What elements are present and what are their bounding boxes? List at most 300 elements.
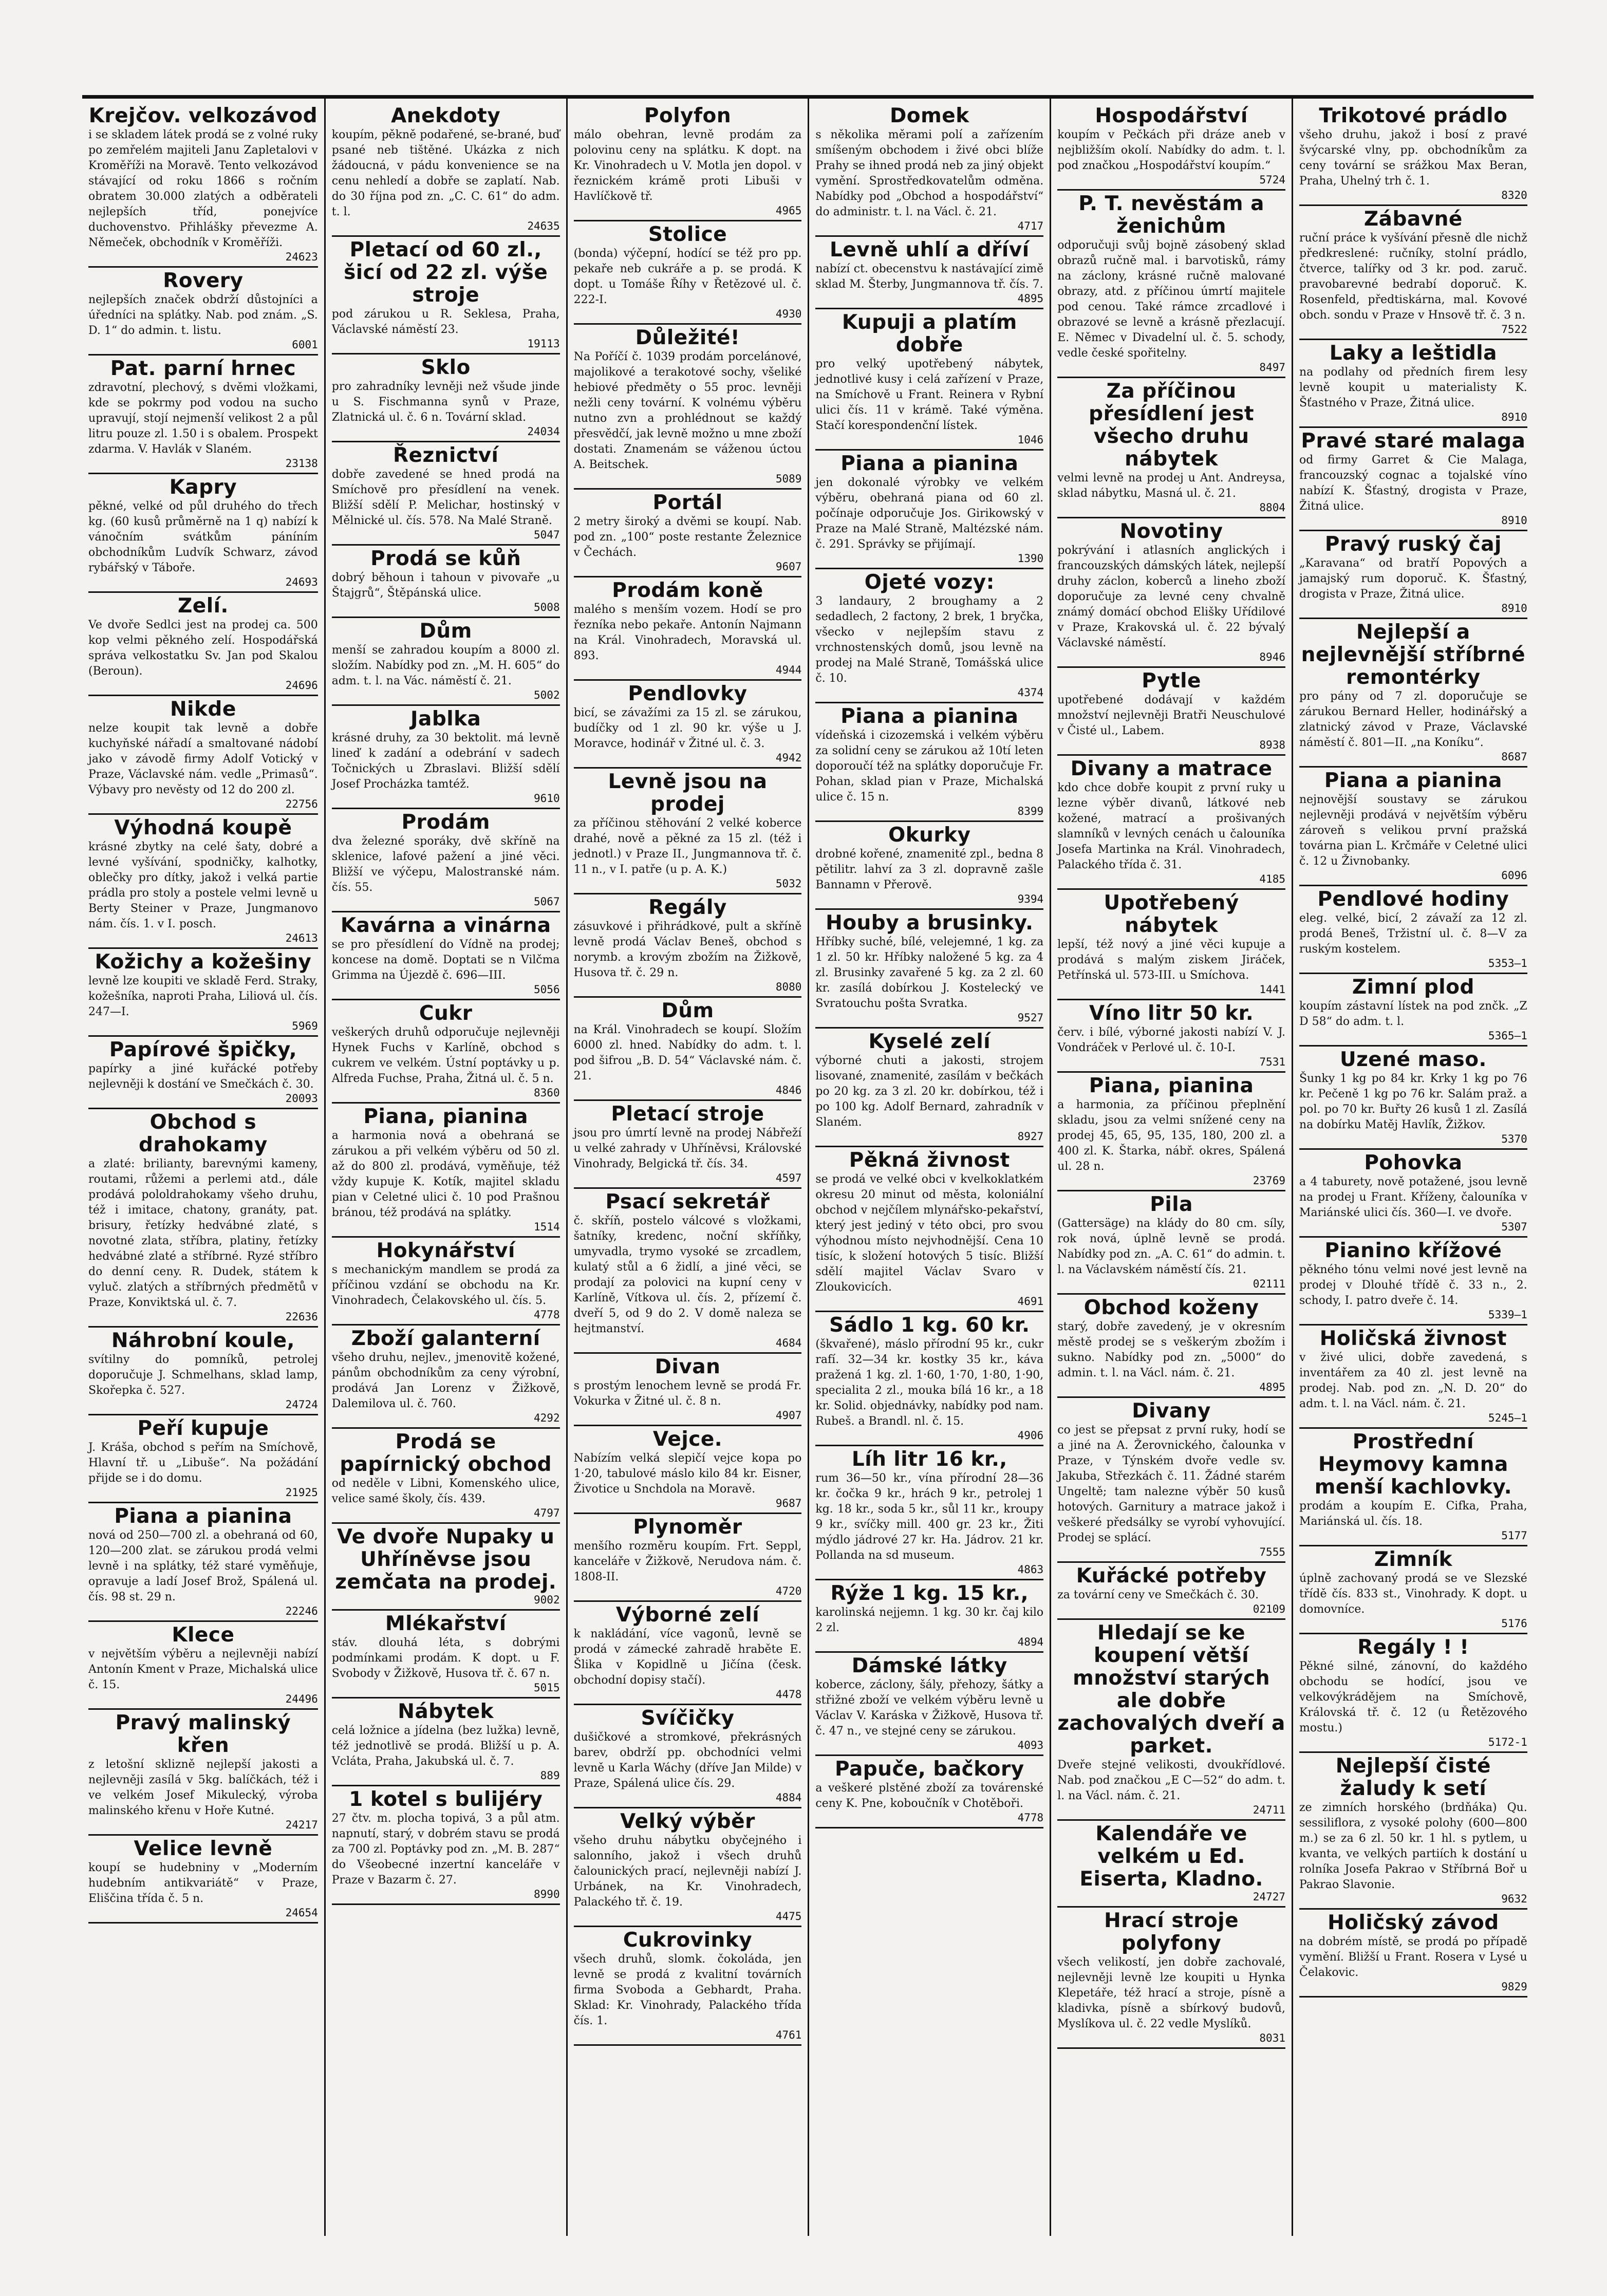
ad-body: malého s menším vozem. Hodí se pro řezníka nebo pekaře. Antonín Najmann na Král. Vinohradech, Moravská ul. 893. — [573, 603, 802, 662]
classified-ad — [332, 1238, 560, 1326]
classified-ad — [574, 325, 802, 490]
ad-number: 5172-1 — [1488, 1736, 1527, 1748]
ad-title: Zboží galanterní — [351, 1327, 540, 1350]
classified-ad — [815, 1147, 1043, 1312]
ad-number: 5056 — [534, 983, 560, 996]
classified-ad — [332, 1786, 560, 1905]
ad-number: 8910 — [1501, 602, 1527, 614]
ad-number: 4691 — [1017, 1295, 1044, 1308]
ad-title: Pletací stroje — [611, 1103, 764, 1126]
ad-title: Pletací od 60 zl., šicí od 22 zl. výše stroje — [344, 238, 548, 307]
ad-title: Prodá se kůň — [370, 547, 521, 570]
ad-body: zásuvkové i přihrádkové, pult a skříně levně prodá Václav Beneš, obchod s norymb. a krovým zbožím na Žižkově, Husova tř. č. 29 n. — [573, 920, 802, 979]
ad-body: od firmy Garret & Cie Malaga, francouzský cognac a tojalské víno nabízí K. Šťastný, drogista v Praze, Žitná ulice. — [1299, 454, 1527, 513]
ad-body: papírky a jiné kuřácké potřeby nejlevněji k dostání ve Smečkách č. 30. — [88, 1062, 318, 1091]
ad-body: dobře zavedené se hned prodá na Smíchově pro přesídlení na venek. Bližší sdělí P. Melichar, hostinský v Mělnické ul. čís. 578. Na Malé Straně. — [331, 468, 560, 527]
ad-body: všeho druhu nábytku obyčejného i salonního, jakož i všech druhů čalounických prací, nejlevněji nabízí J. Urbánek, na Kr. Vinohradech, Palackého tř. č. 19. — [573, 1834, 802, 1909]
ad-title: Za příčinou přesídlení jest všecho druhu nábytek — [1089, 380, 1254, 471]
classified-ad — [574, 103, 802, 221]
ad-number: 5353—1 — [1488, 957, 1527, 969]
ad-title: Ojeté vozy: — [864, 571, 995, 594]
ad-number: 8360 — [534, 1087, 560, 1099]
ad-number: 4717 — [1017, 220, 1044, 232]
ad-title: Řeznictví — [393, 444, 499, 467]
ad-title: Nábytek — [398, 1700, 494, 1723]
ad-number: 9829 — [1501, 1981, 1527, 1993]
classified-ad — [88, 356, 318, 474]
ad-body: za příčinou stěhování 2 velké koberce drahé, nově a pěkné za 15 zl. (též i jednotl.) v Praze II., Jungmannova tř. č. 11 n., v I. patře (u p. A. K.) — [573, 817, 802, 876]
classified-ad — [332, 1104, 560, 1238]
classified-ad — [574, 490, 802, 577]
classified-ad — [815, 1029, 1043, 1147]
ad-title: Nikde — [170, 698, 236, 721]
ad-number: 4907 — [775, 1409, 802, 1422]
ad-title: Nejlepší a nejlevnější stříbrné remontérky — [1301, 621, 1526, 689]
ad-body: č. skříň, postelo válcové s vložkami, šatníky, kredenc, noční skříňky, umyvadla, trymo vysoké se zrcadlem, kulatý stůl a 6 židlí, a jiné věci, se prodají za polovici na kupní ceny v Karlíně, Vítkova ul. čís. 2, přízemí č. dveří 5, od 9 do 2. V domě naleza se hejtmanství. — [573, 1215, 802, 1335]
ad-title: Zimník — [1374, 1548, 1453, 1571]
ad-body: a harmonia nová a obehraná se zárukou a při velkém výběru od 50 zl. až do 800 zl. prodává, vyměňuje, též vždy kupuje K. Kotík, majitel skladu pian v Celetné ulici č. 10 pod Prašnou bránou, též prodává na splátky. — [331, 1129, 560, 1219]
classified-ad — [1057, 668, 1285, 756]
ad-number: 22636 — [285, 1311, 318, 1323]
ad-body: pro pány od 7 zl. doporučuje se zárukou Bernard Heller, hodinářský a zlatnický závod v Praze, Václavské náměstí č. 801—II. „na Koníku“. — [1299, 690, 1527, 749]
classified-ad — [815, 1653, 1043, 1756]
classified-ad — [1299, 206, 1527, 340]
classified-ad — [88, 1836, 318, 1924]
ad-body: ze zimních horského (brdňáka) Qu. sessiliflora, z vysoké polohy (600—800 m.) se za 6 zl. 50 kr. 1 hl. s pytlem, u kvanta, ve velkých partiích k dostání u rolníka Josefa Pakrao v Stříbrná Boř u Pakrao Slavonie. — [1299, 1801, 1527, 1891]
ad-title: Zábavné — [1363, 208, 1463, 231]
ad-body: krásné zbytky na celé šaty, dobré a levné vyšívání, spodničky, kalhotky, oblečky pro dítky, jakož i velká partie prádla pro stoly a postele velmi levně u Berty Steiner v Praze, Jungmanovo nám. čís. 1. v I. posch. — [88, 841, 318, 930]
classified-ad — [1299, 1238, 1527, 1326]
ad-number: 8031 — [1259, 2032, 1285, 2044]
ad-body: 27 čtv. m. plocha topivá, 3 a půl atm. napnutí, starý, v dobrém stavu se prodá za 700 zl. Poptávky pod zn. „M. B. 287“ do Všeobecné inzertní kanceláře v Praze v Bazarm č. 27. — [331, 1812, 560, 1887]
ad-body: málo obehran, levně prodám za polovinu ceny na splátku. K dopt. na Kr. Vinohradech u V. Motla jen dopol. v řeznickém krámě proti Libuši v Havlíčkově tř. — [573, 128, 802, 203]
ad-title: Mlékařství — [385, 1612, 507, 1635]
classified-ad — [1299, 1634, 1527, 1753]
ad-title: Velice levně — [134, 1837, 273, 1860]
classified-ad — [574, 1705, 802, 1808]
ad-number: 1046 — [1017, 434, 1044, 446]
classified-ad — [815, 309, 1043, 451]
classified-ad — [1299, 428, 1527, 531]
classified-ad — [88, 696, 318, 815]
ad-body: „Karavana“ od bratří Popových a jamajský rum doporuč. K. Šťastný, drogista v Praze, Žitná ulice. — [1299, 557, 1527, 601]
ad-number: 5067 — [534, 895, 560, 908]
ad-body: starý, dobře zavedený, je v okresním městě prodej se s veškerým zbožím i sukno. Nabídky pod zn. „5000“ do admin. t. l. na Václ. nám. č. 21. — [1057, 1320, 1285, 1379]
ad-title: Pěkná živnost — [849, 1149, 1010, 1172]
ad-body: všeho druhu, nejlev., jmenovitě kožené, pánům obchodníkům za ceny výrobní, prodává Jan Lorenz v Žižkově, Dalemilova ul. č. 760. — [331, 1351, 560, 1410]
ad-number: 5008 — [534, 601, 560, 613]
ad-number: 24654 — [285, 1907, 318, 1919]
classified-ad — [574, 1189, 802, 1354]
ad-body: červ. i bílé, výborné jakosti nabízí V. J. Vondráček v Perlové ul. č. 10-I. — [1057, 1026, 1285, 1054]
ad-title: Prostřední Heymovy kamna menší kachlovky. — [1314, 1430, 1512, 1499]
ad-body: i se skladem látek prodá se z volné ruky po zemřelém majiteli Janu Zapletalovi v Kroměříži na Moravě. Tento velkozávod stávající od roku 1866 s ročním obratem 30.000 zlatých a odběrateli nejlepších tříd, ponejvíce duchovenstvo. Přihlášky převezme A. Němeček, obchodník v Kroměříži. — [88, 128, 318, 249]
ad-body: Dveře stejné velikosti, dvoukřídlové. Nab. pod značkou „E C—52“ do adm. t. l. na Václ. nám. č. 21. — [1057, 1759, 1285, 1802]
ad-title: Portál — [652, 491, 723, 514]
classified-ad — [88, 1037, 318, 1109]
ad-title: Prodám — [401, 811, 490, 834]
ad-title: Pat. parní hrnec — [110, 357, 296, 380]
ad-title: Důležité! — [635, 326, 740, 349]
classified-ad — [88, 815, 318, 949]
ad-title: Holičská živnost — [1319, 1327, 1507, 1350]
ad-body: od neděle v Libni, Komenského ulice, velice samé školy, čís. 439. — [331, 1477, 560, 1505]
ad-title: Prodá se papírnický obchod — [340, 1430, 552, 1476]
classified-ad — [332, 912, 560, 1000]
ad-number: 24623 — [285, 251, 318, 263]
ad-body: upotřebené dodávají v každém množství nejlevněji Bratři Neuschulové v Čisté ul., Labem. — [1057, 694, 1285, 737]
ad-number: 24724 — [285, 1398, 318, 1411]
ad-body: krásné druhy, za 30 bektolit. má levně lineď k zadání a odebrání v sadech Točnických u Zbraslavi. Bližší sdělí Josef Procházka tamtéž. — [331, 732, 560, 791]
ad-title: Kupuji a platím dobře — [842, 311, 1017, 357]
ad-title: Dům — [661, 999, 714, 1022]
ad-number: 5969 — [292, 1020, 318, 1032]
classified-ad — [332, 103, 560, 237]
ad-body: veškerých druhů odporučuje nejlevněji Hynek Fuchs v Karlíně, obchod s cukrem ve velkém. Ústní poptávky u p. Alfreda Fuchse, Praha, Žitná ul. č. 5 n. — [331, 1026, 560, 1085]
ad-title: Sklo — [421, 356, 471, 379]
classified-ad — [332, 1524, 560, 1611]
ad-number: 4895 — [1259, 1381, 1285, 1393]
ad-number: 5002 — [534, 689, 560, 701]
ad-body: nová od 250—700 zl. a obehraná od 60, 120—200 zlat. se zárukou prodá velmi levně i na splátky, též staré vyměňuje, opravuje a ladí Josef Brož, Spálená ul. čís. 98 st. 29 n. — [88, 1529, 318, 1603]
ad-title: Cukr — [419, 1002, 473, 1025]
classified-ad — [1057, 1908, 1285, 2049]
classified-ad — [1299, 768, 1527, 886]
classified-ad — [574, 1101, 802, 1189]
classified-ad — [1057, 1398, 1285, 1563]
ad-body: zdravotní, plechový, s dvěmi vložkami, kde se pokrmy pod vodou na sucho upravují, stojí nejmenší velikost 2 a půl litru pouze zl. 1.50 i s obalem. Prospekt zdarma. V. Havlák v Slaném. — [88, 381, 318, 456]
column-1 — [82, 99, 324, 2236]
ad-number: 8927 — [1017, 1130, 1044, 1143]
classified-ad — [574, 1927, 802, 2046]
ad-body: Ve dvoře Sedlci jest na prodej ca. 500 kop velmi pěkného zelí. Hospodářská správa velkostatku Sv. Jan pod Skalou (Beroun). — [88, 619, 318, 678]
ad-number: 24693 — [285, 576, 318, 588]
classified-ad — [815, 569, 1043, 703]
classified-ad — [1299, 1326, 1527, 1429]
ad-title: Pytle — [1142, 669, 1201, 693]
ad-title: Vejce. — [652, 1428, 723, 1451]
ad-body: odporučuji svůj bojně zásobený sklad obrazů ručně mal. i barvotisků, rámy na záclony, krásné ručně malované obrazy, atd. z příčinou úmrtí majitele pod cenou. Také rámce zrcadlové i obrazové se levně a krásně přezlacují. E. Němec v Divadelní ul. č. 5. schody, vedle české spořitelny. — [1057, 239, 1285, 360]
ad-title: Piana, pianina — [363, 1105, 528, 1128]
ad-body: rum 36—50 kr., vína přírodní 28—36 kr. čočka 9 kr., hrách 9 kr., petrolej 1 kg. 18 kr., soda 5 kr., sůl 11 kr., kroupy 9 kr., svíčky mill. 400 gr. 23 kr., Žiti mýdlo jádrové 27 kr. Ha. Jádrov. 21 kr. Pollanda na sd museum. — [815, 1472, 1044, 1562]
ad-title: Hokynářství — [376, 1239, 515, 1262]
ad-body: a zlaté: brilianty, barevnými kameny, routami, růžemi a perlemi atd., dále prodává pololdrahokamy všeho druhu, též i imitace, chatony, granáty, pat. brisury, řetízky hedvábné zlaté, s novotné zlata, stříbra, platiny, řetízky hedvábné zlaté a stříbrné. Ryzé stříbro do denní ceny. R. Dudek, státem k vyluč. zlatých a stříbrných předmětů v Praze, Konviktská ul. č. 7. — [88, 1158, 318, 1309]
ad-body: Na Poříčí č. 1039 prodám porcelánové, majolikové a terakotové sochy, všeliké hebiové předměty o 55 proc. levněji nežli ceny tovární. K volnému výběru nutno zvn a prohlédnout se každý přesvědčí, jak levně možno u mne zboží dostati. Znamenám se váženou úctou A. Beitschek. — [573, 350, 802, 471]
ad-number: 7555 — [1259, 1546, 1285, 1558]
ad-title: Víno litr 50 kr. — [1089, 1002, 1254, 1025]
ad-number: 5032 — [775, 878, 802, 890]
ad-body: eleg. velké, bicí, 2 závaží za 12 zl. prodá Beneš, Tržistní ul. č. 8—V za ruským kostelem. — [1299, 912, 1527, 956]
ad-number: 4374 — [1017, 686, 1044, 699]
ad-number: 5245—1 — [1488, 1412, 1527, 1424]
ad-title: Rýže 1 kg. 15 kr., — [830, 1582, 1029, 1605]
ad-title: Kapry — [169, 476, 237, 499]
classified-ad — [1057, 756, 1285, 890]
ad-title: Psací sekretář — [605, 1190, 770, 1214]
ad-number: 4778 — [534, 1309, 560, 1321]
ad-body: za tovární ceny ve Smečkách č. 30. — [1057, 1589, 1259, 1601]
ad-title: Obchod s drahokamy — [138, 1111, 268, 1156]
ad-number: 4292 — [534, 1412, 560, 1424]
ad-title: Náhrobní koule, — [111, 1329, 295, 1352]
ad-title: Papuče, bačkory — [834, 1758, 1024, 1781]
ad-body: jsou pro úmrtí levně na prodej Nábřeží u velké zahrady v Uhříněvsi, Královské Vinohrady, Belgická tř. čís. 34. — [573, 1127, 802, 1170]
ad-body: pro velký upotřebený nábytek, jednotlivé kusy i celá zařízení v Praze, na Smíchově u Frant. Reinera v Rybní ulici čís. 11 v krámě. Také výměna. Stačí korespondenční lístek. — [815, 358, 1044, 432]
column-3 — [566, 99, 808, 2236]
ad-number: 24613 — [285, 932, 318, 944]
ad-title: Piana, pianina — [1089, 1074, 1254, 1097]
classified-ad — [332, 1698, 560, 1786]
ad-number: 23769 — [1253, 1174, 1285, 1187]
ad-title: Regály — [648, 896, 727, 919]
ad-number: 4093 — [1017, 1739, 1044, 1751]
classified-ad — [815, 1756, 1043, 1828]
ad-number: 19113 — [527, 338, 560, 350]
ad-body: koupí se hudebniny v „Moderním hudebním antikvariátě“ v Praze, Eliščina třída č. 5 n. — [88, 1861, 318, 1905]
ad-title: Pendlové hodiny — [1317, 888, 1509, 911]
ad-number: 4475 — [775, 1910, 802, 1922]
ad-body: pokrývání i atlasních anglických i francouzských dámských látek, nejlepší druhy záclon, koberců a lineho zboží doporučuje za levné ceny chvalně známý domácí obchod Elišky Uřídilové v Praze, Krakovská ul. č. 22 bývalý Václavské náměstí. — [1057, 544, 1285, 649]
ad-body: z letošní sklizně nejlepší jakosti a nejlevněji zasílá v 5kg. balíčkách, též i ve velkém Josef Mikulecký, výroba malinského křenu v Hoře Kutné. — [88, 1758, 318, 1817]
classified-ad — [88, 1710, 318, 1836]
ad-body: drobné kořené, znamenité zpl., bedna 8 pětilitr. lahví za 3 zl. dopravně zašle Bannamn v Přerově. — [815, 848, 1044, 891]
ad-title: Klece — [172, 1623, 235, 1647]
ad-title: Uzené maso. — [1339, 1048, 1487, 1071]
ad-body: na Král. Vinohradech se koupí. Složím 6000 zl. hned. Nabídky do adm. t. l. pod šifrou „B. D. 54“ Václavské nám. č. 21. — [573, 1023, 802, 1082]
classified-ad — [1057, 378, 1285, 518]
ad-title: Trikotové prádlo — [1319, 104, 1508, 127]
ad-body: nejlepších značek obdrží důstojníci a úředníci na splátky. Nab. pod znám. „S. D. 1“ do admin. t. listu. — [88, 293, 318, 337]
ad-body: Nabízím velká slepičí vejce kopa po 1·20, tabulové máslo kilo 84 kr. Eisner, Životice u Snchdola na Moravě. — [573, 1452, 802, 1496]
ad-body: nabízí ct. obecenstvu k nastávající zimě sklad M. Šterby, Jungmannova tř. čís. 7. — [815, 263, 1044, 291]
ad-number: 4906 — [1017, 1429, 1044, 1442]
ad-title: Dům — [419, 620, 472, 643]
ad-body: ruční práce k vyšívání přesně dle nichž předkreslené: ručníky, stolní prádlo, čtverce, talířky od 3 kr. pod. zaruč. pravobarevné bedrabí doporuč. K. Rosenfeld, předtiskárna, mal. Kovové obch. sondu v Praze v Hnsově tř. č. 3 n. — [1299, 232, 1527, 322]
ad-number: 9632 — [1501, 1893, 1527, 1905]
ad-title: Domek — [889, 104, 969, 127]
classified-ad — [1299, 1910, 1527, 1998]
ad-title: Pila — [1150, 1193, 1193, 1216]
ad-title: Holičský závod — [1328, 1911, 1499, 1934]
ad-body: v největším výběru a nejlevněji nabízí Antonín Kment v Praze, Michalská ulice č. 15. — [88, 1648, 318, 1691]
ad-body: na podlahy od předních firem lesy levně koupit u materialisty K. Šťastného v Praze, Žitná ulice. — [1299, 366, 1527, 409]
ad-body: koupím v Pečkách při dráze aneb v nejbližším okolí. Nabídky do adm. t. l. pod značkou „Hospodářství koupím.“ — [1057, 128, 1285, 172]
ad-title: Kožichy a kožešiny — [95, 950, 312, 974]
ad-title: Anekdoty — [391, 104, 501, 127]
ad-body: se prodá ve velké obci v kvelkoklatkém okresu 20 minut od města, koloniální obchod v nejčílem mlynářsko-pekařství, který jest jediný v této obci, pro svou výhodnou místo nejvhodnější. Cena 10 tisíc, k složení hotových 5 tisíc. Bližší sdělí majitel Václav Svaro v Zloukovicích. — [815, 1173, 1044, 1294]
ad-body: (bonda) výčepní, hodící se též pro pp. pekaře neb cukráře a p. se prodá. K dopt. u Tomáše Říhy v Řetězové ul. č. 222-I. — [573, 247, 802, 306]
classified-ad — [574, 577, 802, 681]
classified-ad — [332, 1000, 560, 1104]
ad-number: 5177 — [1501, 1529, 1527, 1542]
ad-body: a veškeré plstěné zboží za továrenské ceny K. Pne, koboučník v Chotěboři. — [815, 1782, 1044, 1810]
classified-ad — [1057, 1191, 1285, 1295]
classified-ad — [332, 442, 560, 546]
ad-title: Pravé staré malaga — [1301, 430, 1526, 453]
ad-number: 8910 — [1501, 514, 1527, 527]
ad-number: 9607 — [775, 561, 802, 573]
ad-body: vídeňská i cizozemská i velkém výběru za solidní ceny se zárukou až 10tí leten doporoučí též na splátky doporučuje Fr. Pohan, sklad pian v Praze, Michalská ulice č. 15 n. — [815, 729, 1044, 804]
ad-body: J. Kráša, obchod s peřím na Smíchově, Hlavní tř. u „Libuše“. Na požádání přijde se i do domu. — [88, 1441, 318, 1485]
classified-ad — [88, 593, 318, 696]
column-6 — [1292, 99, 1534, 2236]
ad-body: celá ložnice a jídelna (bez lužka) levně, též jednotlivě se prodá. Bližší u p. A. Vcláta, Praha, Jakubská ul. č. 7. — [331, 1724, 560, 1768]
classified-ad — [88, 103, 318, 268]
ad-title: Kuřácké potřeby — [1076, 1564, 1267, 1588]
ad-number: 5047 — [534, 529, 560, 541]
ad-title: Rovery — [163, 269, 244, 292]
ad-number: 24711 — [1253, 1804, 1285, 1816]
classified-ad — [332, 809, 560, 912]
classified-ad — [574, 681, 802, 769]
classified-ad — [1057, 1620, 1285, 1821]
ad-title: Piana a pianina — [840, 452, 1019, 475]
ad-title: P. T. nevěstám a ženichům — [1078, 192, 1264, 238]
ad-body: pěkné, velké od půl druhého do třech kg. (60 kusů průměrně na 1 q) nabízí k vánočním svátkům páníním obchodníkům Ludvík Schwarz, závod rybářský v Táboře. — [88, 500, 318, 574]
classified-ad — [1299, 886, 1527, 974]
ad-number: 5307 — [1501, 1221, 1527, 1233]
ad-title: Piana a pianina — [840, 705, 1019, 728]
classified-ad — [1057, 1821, 1285, 1908]
ad-body: všeho druhu, jakož i bosí z pravé švýcarské vlny, pp. obchodníkům za ceny tovární se srážkou Max Beran, Praha, Uhelný trh č. 1. — [1299, 128, 1527, 188]
classified-ad — [815, 703, 1043, 822]
ad-number: 4684 — [775, 1337, 802, 1349]
ad-body: levně lze koupiti ve skladě Ferd. Straky, kožešníka, naproti Praha, Liliová ul. čís. 247—I. — [88, 975, 318, 1018]
ad-number: 21925 — [285, 1486, 318, 1499]
ad-body: menší se zahradou koupím a 8000 zl. složím. Nabídky pod zn. „M. H. 605“ do adm. t. l. na Vác. náměstí č. 21. — [331, 644, 560, 687]
ad-number: 4597 — [775, 1172, 802, 1184]
ad-number: 02109 — [1253, 1603, 1285, 1615]
classified-ad — [88, 1622, 318, 1710]
ad-number: 20093 — [285, 1092, 318, 1105]
ad-title: Kyselé zelí — [868, 1030, 991, 1053]
ad-number: 4894 — [1017, 1636, 1044, 1648]
ad-number: 24696 — [285, 679, 318, 692]
classified-ad — [88, 474, 318, 593]
classified-ad — [815, 237, 1043, 309]
ad-body: 3 landaury, 2 broughamy a 2 sedadlech, 2 factony, 2 brek, 1 bryčka, všecko v nejlepším stavu z vrchnostenských domů, jsou levně na prodej na Malé Straně, Tomášská ulice č. 10. — [815, 595, 1044, 685]
ad-number: 5370 — [1501, 1133, 1527, 1145]
ad-body: karolinská nejjemn. 1 kg. 30 kr. čaj kilo 2 zl. — [815, 1606, 1044, 1634]
ad-number: 4942 — [775, 752, 802, 764]
ad-number: 9002 — [534, 1594, 560, 1606]
classified-ad — [815, 910, 1043, 1029]
ad-title: Ve dvoře Nupaky u Uhříněvse jsou zemčata na prodej. — [335, 1525, 557, 1594]
ad-number: 24635 — [527, 220, 560, 232]
ad-body: dva železné sporáky, dvě skříně na sklenice, lafové pažení a jiné věci. Bližší ve výčepu, Malostranské nám. čís. 55. — [331, 835, 560, 894]
ad-body: nejnovější soustavy se zárukou nejlevněji prodává v největším výběru zároveň s velikou první pražská továrna pian L. Krčmáře v Celetné ulici č. 12 u Živnobanky. — [1299, 793, 1527, 868]
ad-number: 6096 — [1501, 869, 1527, 882]
ad-number: 8910 — [1501, 411, 1527, 423]
ad-title: Piana a pianina — [114, 1505, 292, 1528]
classified-ad — [574, 769, 802, 894]
ad-title: Cukrovinky — [623, 1929, 753, 1952]
ad-body: Hříbky suché, bílé, velejemné, 1 kg. za 1 zl. 50 kr. Hříbky naložené 5 kg. za 4 zl. Brusinky zavařené 5 kg. za 2 zl. 60 kr. zasílá dobírkou J. Kostelecký ve Svratouchu pošta Svratka. — [815, 936, 1044, 1010]
classified-ad — [88, 1503, 318, 1622]
ad-number: 4944 — [775, 664, 802, 676]
classified-ad — [332, 1611, 560, 1698]
ad-number: 7522 — [1501, 323, 1527, 335]
ad-title: Divan — [655, 1355, 721, 1378]
ad-body: a harmonia, za příčinou přeplnění skladu, jsou za velmi snížené ceny na prodej 45, 65, 95, 135, 180, 200 zl. a 400 zl. K. Štarka, nábř. okres, Spálená ul. 28 n. — [1057, 1098, 1285, 1173]
ad-title: Jablka — [410, 707, 481, 731]
ad-title: Velký výběr — [620, 1810, 755, 1833]
classified-ad — [574, 998, 802, 1101]
ad-title: Pravý ruský čaj — [1324, 533, 1502, 556]
ad-title: Houby a brusinky. — [826, 911, 1034, 935]
ad-number: 4720 — [775, 1585, 802, 1597]
ad-number: 4965 — [775, 204, 802, 217]
ad-body: se pro přesídlení do Vídně na prodej; koncese na domě. Doptati se n Vilčma Grimma na Újezdě č. 696—III. — [331, 938, 560, 982]
ad-title: Kavárna a vinárna — [340, 914, 551, 937]
ad-body: koupím zástavní lístek na pod znčk. „Z D 58“ do adm. t. l. — [1299, 1000, 1527, 1028]
ad-body: s prostým lenochem levně se prodá Fr. Vokurka v Žitné ul. č. 8 n. — [573, 1379, 802, 1408]
classified-ad — [332, 618, 560, 706]
ad-number: 22756 — [285, 798, 318, 810]
ad-body: velmi levně na prodej u Ant. Andreysa, sklad nábytku, Masná ul. č. 21. — [1057, 472, 1285, 500]
ad-number: 8080 — [775, 981, 802, 993]
ad-body: v živé ulici, dobře zavedená, s inventářem za 40 zl. jest levně na prodej. Nab. pod zn. „N. D. 20“ do adm. t. l. na Václ. nám. č. 21. — [1299, 1351, 1527, 1410]
classified-ad — [1057, 1563, 1285, 1620]
classified-ad — [1299, 619, 1527, 768]
classified-ad — [574, 894, 802, 998]
ad-title: Zimní plod — [1352, 976, 1474, 999]
ad-title: Líh litr 16 kr., — [851, 1448, 1007, 1471]
classified-ad — [574, 1354, 802, 1426]
ad-number: 9527 — [1017, 1012, 1044, 1024]
ad-title: Krejčov. velkozávod — [88, 104, 318, 127]
ad-number: 8497 — [1259, 361, 1285, 374]
classified-ad — [1299, 1150, 1527, 1238]
ad-title: Sádlo 1 kg. 60 kr. — [829, 1314, 1030, 1337]
classified-ad — [332, 706, 560, 809]
ad-title: Dámské látky — [851, 1654, 1007, 1677]
ad-number: 4761 — [775, 2029, 802, 2041]
ad-body: jen dokonalé výrobky ve velkém výběru, obehraná piana od 60 zl. počínaje odporučuje Jos. Girikowský v Praze na Malé Straně, Maltézské nám. č. 291. Správky se přijímají. — [815, 476, 1044, 551]
ad-title: Výhodná koupě — [114, 816, 292, 839]
classified-ad — [1057, 890, 1285, 1000]
ad-body: lepší, též nový a jiné věci kupuje a prodává s malým ziskem Jiráček, Petřínská ul. 573-III. u Smíchova. — [1057, 938, 1285, 982]
classified-ad — [88, 949, 318, 1037]
ad-number: 8687 — [1501, 751, 1527, 763]
classified-ad — [1057, 518, 1285, 668]
ad-title: Obchod koženy — [1083, 1296, 1259, 1319]
classified-ad — [815, 103, 1043, 237]
classified-ad — [815, 822, 1043, 910]
ad-title: Hledají se ke koupení větší množství starých ale dobře zachovalých dveří a parket. — [1057, 1621, 1285, 1758]
classified-ad — [1057, 103, 1285, 191]
classified-ad — [88, 1109, 318, 1328]
classified-ad — [88, 1328, 318, 1415]
classified-ad — [1057, 1295, 1285, 1398]
classified-ad — [332, 354, 560, 442]
ad-number: 02111 — [1253, 1278, 1285, 1290]
ad-title: Levně uhlí a dříví — [830, 238, 1030, 262]
ad-body: (Gattersäge) na klády do 80 cm. síly, rok nová, úplně levně se prodá. Nabídky pod zn. „A. C. 61“ do admin. t. l. na Václavském náměstí čís. 21. — [1057, 1217, 1285, 1276]
ad-body: stáv. dlouhá léta, s dobrými podmínkami prodám. K dopt. u F. Svobody v Žižkově, Husova tř. č. 67 n. — [331, 1636, 560, 1680]
ad-number: 9687 — [775, 1497, 802, 1509]
ad-number: 8946 — [1259, 651, 1285, 663]
classified-ad — [815, 451, 1043, 569]
ad-body: na dobrém místě, se prodá po případě vymění. Bližší u Frant. Rosera v Lysé u Čelakovic. — [1299, 1935, 1527, 1979]
ad-body: 2 metry široký a dvěmi se koupí. Nab. pod zn. „100“ poste restante Železnice v Čechách. — [573, 515, 802, 559]
ad-body: dušičkové a stromkové, překrásných barev, obdrží pp. obchodníci velmi levně u Karla Wáchy (dříve Jan Milde) v Praze, Spálená ulice čís. 29. — [573, 1731, 802, 1790]
ad-title: Stolice — [648, 223, 727, 246]
ad-body: Pěkné silné, zánovní, do každého obchodu se hodící, jsou ve velkovýkrádějem na Smíchově, Královská tř. č. 12 (u Řetězového mostu.) — [1299, 1660, 1527, 1734]
classified-ad — [1299, 974, 1527, 1047]
ad-body: nelze koupit tak levně a dobře kuchyňské nářadí a smaltované nádobí jako v závodě firmy Adolf Votický v Praze, Václavské nám. vedle „Primasů“. Výbavy pro nevěsty od 12 do 200 zl. — [88, 722, 318, 796]
ad-body: výborné chuti a jakosti, strojem lisované, znamenité, zasílám v bečkách po 20 kg. za 3 zl. 20 kr. dobírkou, též i po 100 kg. Adolf Bernard, zahradník v Slaném. — [815, 1054, 1044, 1129]
